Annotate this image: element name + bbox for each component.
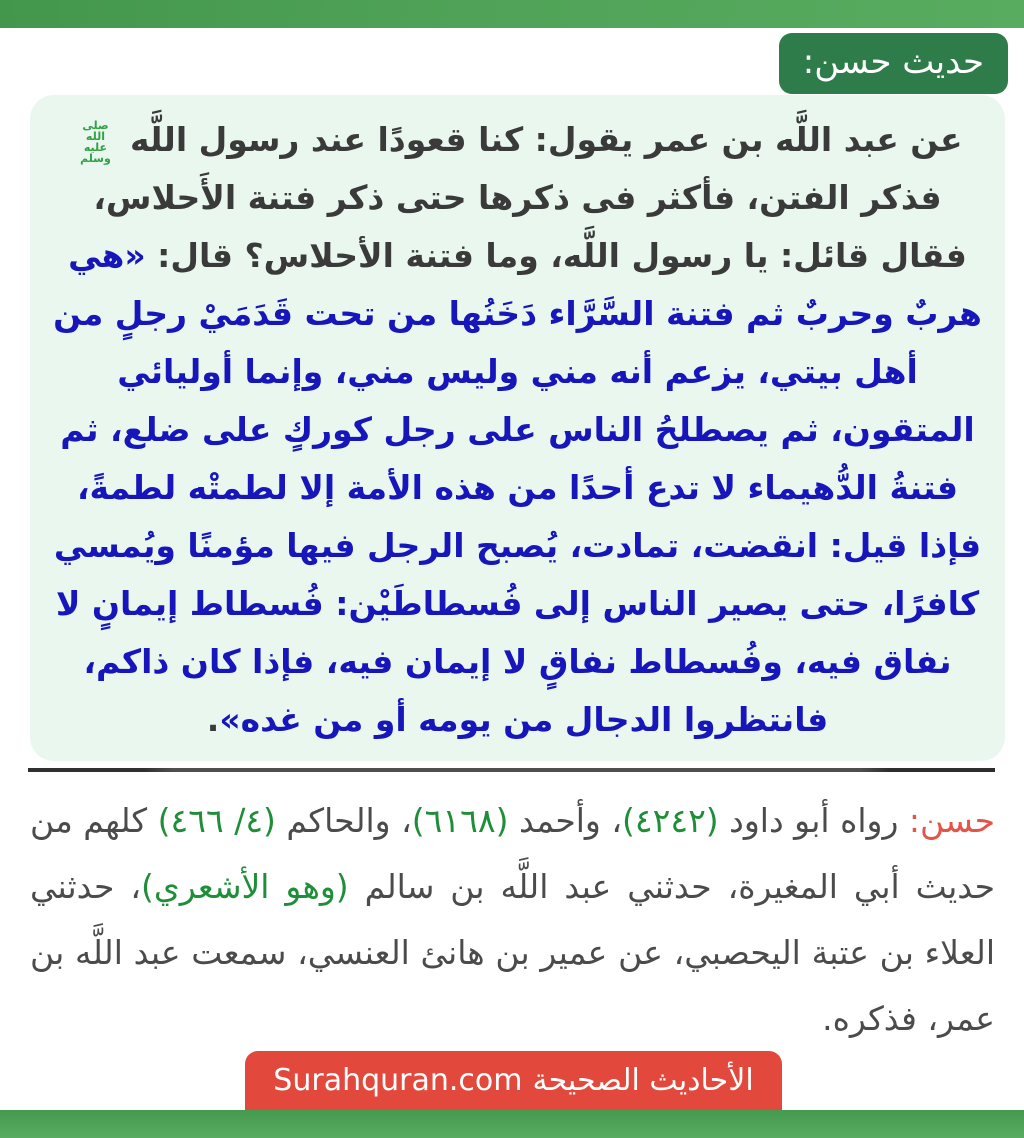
section-divider [28,768,995,772]
hadith-grade-badge [779,33,1008,94]
bottom-green-bar [0,1110,1024,1138]
abu-dawud-ref-number: (٤٢٤٢) [622,801,719,840]
takhrij-text-5: ، حدثني العلاء بن عتبة اليحصبي، عن عمير بن هانئ العنسي، سمعت عبد اللَّه بن عمر، فذكره. [30,867,995,1038]
hadith-grade-badge-label: حديث حسن: [802,42,984,82]
footer-series-title: الأحاديث الصحيحة [532,1063,754,1098]
takhrij-text-4: كلهم من حديث أبي المغيرة، حدثني عبد اللَّه بن سالم [30,801,995,906]
hadith-narration-continued: فذكر الفتن، فأكثر فى ذكرها حتى ذكر فتنة الأَحلاس، فقال قائل: يا رسول اللَّه، وما فتنة الأحلاس؟ قال: [93,178,967,275]
hadith-quoted-speech: «هي هربٌ وحربٌ ثم فتنة السَّرَّاء دَخَنُها من تحت قَدَمَيْ رجلٍ من أهل بيتي، يزعم أنه مني وليس مني، وإنما أوليائي المتقون، ثم يصطلحُ الناس على رجل كوركٍ على ضلع، ثم فتنةُ الدُّهيماء لا تدع أحدًا من هذه الأمة إلا لطمتْه لطمةً، فإذا قيل: انقضت، تمادت، يُصبح الرجل فيها مؤمنًا ويُمسي كافرًا، حتى يصير الناس إلى فُسطاطَيْن: فُسطاط إيمانٍ لا نفاق فيه، وفُسطاط نفاقٍ لا إيمان فيه، فإذا كان ذاكم، فانتظروا الدجال من يومه أو من غده» [53,236,982,739]
top-green-bar [0,0,1024,28]
takhrij-text-3: ، والحاكم [275,801,412,840]
ashari-note: (وهو الأشعري) [140,867,349,906]
hakim-ref-number: (٤/ ٤٦٦) [157,801,276,840]
grade-word: حسن: [898,801,996,840]
hadith-text-box [30,95,1005,761]
takhrij-paragraph [30,788,995,1052]
takhrij-text-1: رواه أبو داود [718,801,899,840]
sallallahu-alayhi-wasallam-mark: صلى الله عليه وسلم [80,118,111,165]
ahmad-ref-number: (٦١٦٨) [411,801,509,840]
site-footer-badge[interactable] [245,1051,782,1110]
footer-site-link[interactable]: Surahquran.com [273,1063,523,1098]
hadith-closing-period: . [206,700,220,739]
hadith-narration-intro: عن عبد اللَّه بن عمر يقول: كنا قعودًا عند رسول اللَّه [118,120,963,159]
takhrij-text-2: ، وأحمد [508,801,623,840]
